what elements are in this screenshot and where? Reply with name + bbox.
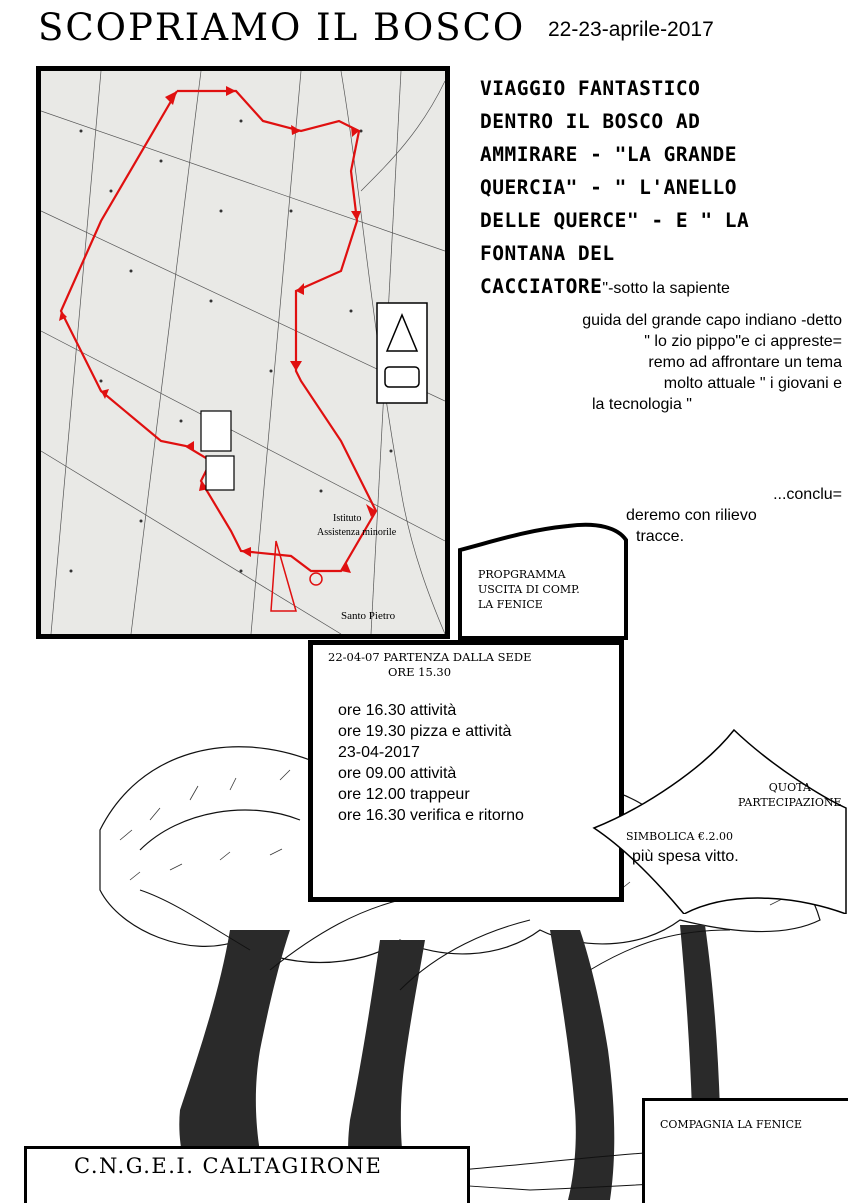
guide-line: remo ad affrontare un tema <box>648 354 842 371</box>
program-item: ore 19.30 pizza e attività <box>338 723 512 740</box>
program-item: ore 16.30 attività <box>338 702 457 719</box>
conclusion-line: deremo con rilievo <box>626 507 757 524</box>
intro-line: QUERCIA" - " L'ANELLO <box>480 176 738 199</box>
program-header-line: LA FENICE <box>478 598 543 611</box>
intro-line: DELLE QUERCE" - E " LA <box>480 209 750 232</box>
intro-text <box>480 72 830 305</box>
program-departure <box>328 650 532 680</box>
intro-line: DENTRO IL BOSCO AD <box>480 110 701 133</box>
conclusion-line: tracce. <box>636 528 685 545</box>
company-name: COMPAGNIA LA FENICE <box>660 1118 803 1131</box>
fee-label-line: PARTECIPAZIONE <box>738 796 842 809</box>
program-header-line: USCITA DI COMP. <box>478 583 580 596</box>
map-label-assistenza: Assistenza minorile <box>317 527 397 538</box>
fee-amount: SIMBOLICA €.2.00 <box>626 830 733 843</box>
program-item: ore 16.30 verifica e ritorno <box>338 807 524 824</box>
fee-paper-shape <box>584 728 848 914</box>
departure-text: 22-04-07 PARTENZA DALLA SEDE <box>328 650 532 664</box>
org-name: C.N.G.E.I. CALTAGIRONE <box>74 1154 383 1178</box>
departure-time: ORE 15.30 <box>388 665 452 679</box>
program-item: ore 12.00 trappeur <box>338 786 470 803</box>
guide-line: " lo zio pippo"e ci appreste= <box>644 333 842 350</box>
intro-line <box>480 270 830 305</box>
program-header-line: PROPGRAMMA <box>478 568 566 581</box>
intro-line: AMMIRARE - "LA GRANDE <box>480 143 738 166</box>
program-list <box>338 700 524 826</box>
intro-line: FONTANA DEL <box>480 242 615 265</box>
map-label-istituto: Istituto <box>333 513 362 524</box>
map-drawing <box>41 71 445 634</box>
guide-line: molto attuale " i giovani e <box>663 375 842 392</box>
page-title: SCOPRIAMO IL BOSCO <box>38 6 526 49</box>
program-item: 23-04-2017 <box>338 744 420 761</box>
program-header <box>478 567 580 612</box>
company-box <box>642 1098 848 1203</box>
guide-line: guida del grande capo indiano -detto <box>582 312 842 329</box>
fee-label <box>738 780 842 810</box>
route-map <box>36 66 450 639</box>
guide-line: la tecnologia " <box>592 396 692 413</box>
intro-bold: CACCIATORE <box>480 275 603 298</box>
program-item: ore 09.00 attività <box>338 765 457 782</box>
fee-extra: più spesa vitto. <box>632 848 739 865</box>
intro-line: VIAGGIO FANTASTICO <box>480 77 701 100</box>
guide-text <box>470 310 842 415</box>
conclusion-line: ...conclu= <box>773 486 842 503</box>
fee-label-line: QUOTA <box>768 781 811 794</box>
event-date: 22-23-aprile-2017 <box>548 18 714 41</box>
intro-tail: "-sotto la sapiente <box>602 280 730 297</box>
map-label-santo-pietro: Santo Pietro <box>341 610 396 622</box>
